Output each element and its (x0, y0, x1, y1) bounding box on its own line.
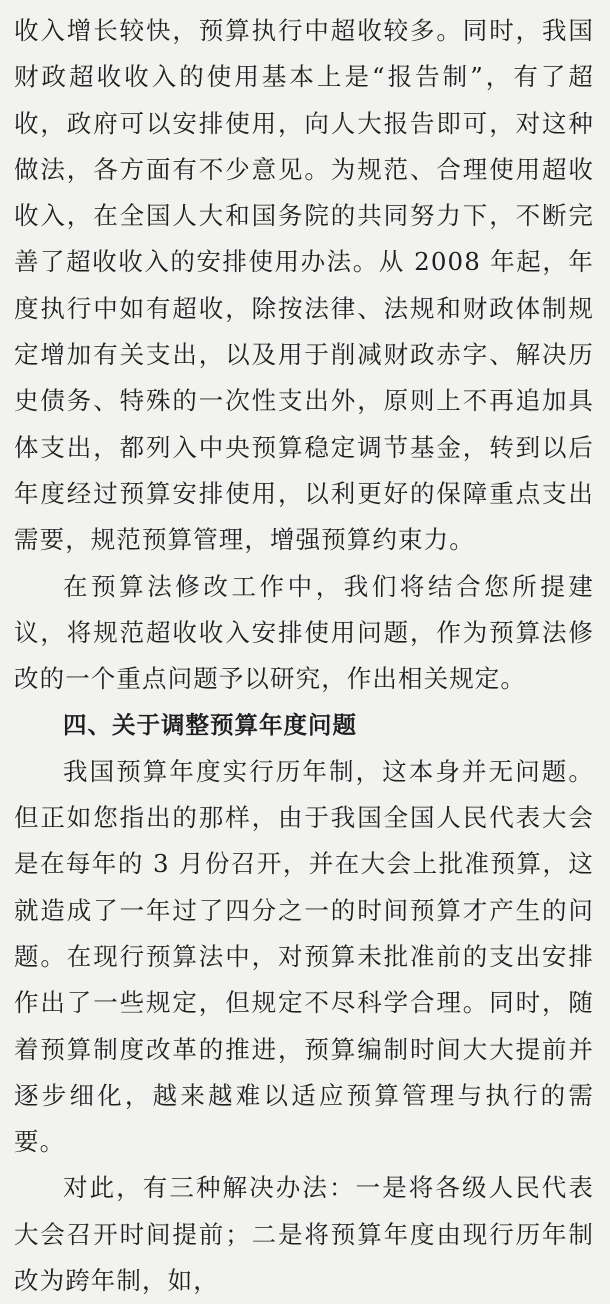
paragraph-budget-law-revision: 在预算法修改工作中，我们将结合您所提建议，将规范超收收入安排使用问题，作为预算法修改的一个重点问题予以研究，作出相关规定。 (14, 571, 594, 694)
paragraph-solutions: 对此，有三种解决办法：一是将各级人民代表大会召开时间提前；二是将预算年度由现行历年制改为跨年制，如， (14, 1173, 594, 1296)
section-heading: 四、关于调整预算年度问题 (63, 711, 357, 740)
paragraph-surplus-revenue: 收入增长较快，预算执行中超收较多。同时，我国财政超收收入的使用基本上是“报告制”，有了超收，政府可以安排使用，向人大报告即可，对这种做法，各方面有不少意见。为规范、合理使用超收收入，在全国人大和国务院的共同努力下，不断完善了超收收入的安排使用办法。从 2008 年起，年度执行中如有超收，除按法律、法规和财政体制规定增加有关支出，以及用于削减财政赤字、解决历史债务、特殊的一次性支出外，原则上不再追加具体支出，都列入中央预算稳定调节基金，转到以后年度经过预算安排使用，以利更好的保障重点支出需要，规范预算管理，增强预算约束力。 (14, 16, 594, 555)
paragraph-budget-year: 我国预算年度实行历年制，这本身并无问题。但正如您指出的那样，由于我国全国人民代表大会是在每年的 3 月份召开，并在大会上批准预算，这就造成了一年过了四分之一的时间预算才产生的问题。在现行预算法中，对预算未批准前的支出安排作出了一些规定，但规定不尽科学合理。同时，随着预算制度改革的推进，预算编制时间大大提前并逐步细化，越来越难以适应预算管理与执行的需要。 (14, 756, 594, 1157)
